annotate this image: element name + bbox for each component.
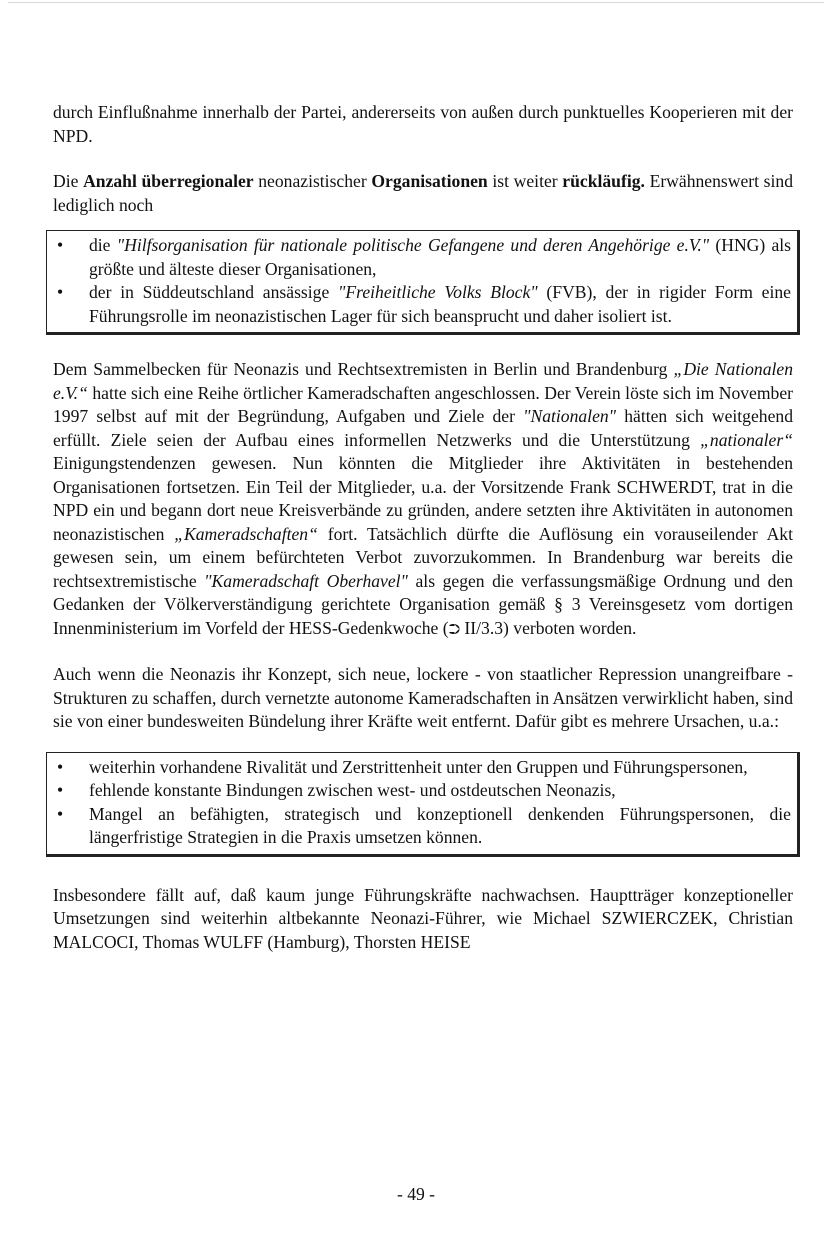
text-run: Dem Sammelbecken für Neonazis und Rechtsextremisten in Berlin und Brandenburg <box>53 359 674 379</box>
text-run: II/3.3) verboten worden. <box>460 617 637 638</box>
text-run: hätten sich weitgehend erfüllt. Ziele seien der Aufbau eines informellen Netzwerks und die Unterstützung <box>53 406 793 450</box>
text-run: (FVB), der in rigider Form eine Führungsrolle im neonazistischen Lager für sich beansprucht und daher isoliert ist. <box>89 282 791 326</box>
text-run: als gegen die verfassungsmäßige Ordnung und den Gedanken der Völkerverständigung gerichtete Organisation gemäß § 3 Vereinsgesetz vom dortigen Innenministerium im Vorfeld der HESS-Gedenkwoche ( <box>53 570 793 638</box>
list-item: • fehlende konstante Bindungen zwischen west- und ostdeutschen Neonazis, <box>53 779 791 803</box>
italic-run: "Nationalen" <box>523 406 617 426</box>
list-item: • weiterhin vorhandene Rivalität und Zerstrittenheit unter den Gruppen und Führungspersonen, <box>53 756 791 780</box>
bold-run: Organisationen <box>371 171 488 191</box>
text-run: neonazistischer <box>253 171 372 191</box>
organisations-box <box>46 230 800 335</box>
list-item: • Mangel an befähigten, strategisch und konzeptionell denkenden Führungspersonen, die längerfristige Strategien in die Praxis umsetzen können. <box>53 803 791 850</box>
list-item <box>53 234 791 281</box>
italic-run: „nationaler“ <box>700 429 793 450</box>
page-top-rule <box>8 2 824 3</box>
paragraph-3 <box>53 358 793 641</box>
text-run: hatte sich eine Reihe örtlicher Kameradschaften angeschlossen. Der Verein löste sich im November 1997 selbst auf mit der Begründung, Aufgaben und Ziele der <box>53 382 793 426</box>
text-run: Erwähnenswert sind lediglich noch <box>53 171 793 215</box>
text-run: (HNG) als größte und älteste dieser Organisationen, <box>89 235 791 279</box>
bold-run: rückläufig. <box>562 171 645 191</box>
list-item <box>53 281 791 328</box>
text-run: der in Süddeutschland ansässige <box>89 282 339 302</box>
text-run: Die <box>53 171 84 191</box>
italic-run: „Kameradschaften“ <box>174 523 318 544</box>
paragraph-4: Auch wenn die Neonazis ihr Konzept, sich neue, lockere - von staatlicher Repression unangreifbare - Strukturen zu schaffen, durch vernetzte autonome Kameradschaften in Ansätzen verwirklicht haben, sind sie von einer bundesweiten Bündelung ihrer Kräfte weit entfernt. Dafür gibt es mehrere Ursachen, u.a.: <box>53 664 793 731</box>
document-page <box>53 101 793 954</box>
paragraph-5: Insbesondere fällt auf, daß kaum junge Führungskräfte nachwachsen. Hauptträger konzeptioneller Umsetzungen sind weiterhin altbekannte Neonazi-Führer, wie Michael SZWIERCZEK, Christian MALCOCI, Thomas WULFF (Hamburg), Thorsten HEISE <box>53 884 793 952</box>
italic-run: "Kameradschaft Oberhavel" <box>204 570 408 591</box>
text-run: fort. Tatsächlich dürfte die Auflösung ein vorauseilender Akt gewesen sein, um einem befürchteten Verbot zuvorzukommen. In Brandenburg war bereits die rechtsextremistische <box>53 523 793 591</box>
page-number: - 49 - <box>396 1184 436 1204</box>
cross-reference-arrow-icon: ⮊ <box>448 619 461 638</box>
italic-run: "Freiheitliche Volks Block" <box>338 282 538 302</box>
text-run: die <box>89 235 117 255</box>
italic-run: "Hilfsorganisation für nationale politische Gefangene und deren Angehörige e.V." <box>116 235 710 255</box>
text-run: ist weiter <box>487 171 563 191</box>
paragraph-2 <box>53 170 793 217</box>
bold-run: Anzahl überregionaler <box>83 171 254 191</box>
italic-run: „Die Nationalen e.V.“ <box>53 359 794 403</box>
paragraph-1: durch Einflußnahme innerhalb der Partei, andererseits von außen durch punktuelles Kooperieren mit der NPD. <box>53 102 793 146</box>
text-run: Einigungstendenzen gewesen. Nun könnten die Mitglieder ihre Aktivitäten in bestehenden Organisationen fortsetzen. Ein Teil der Mitglieder, u.a. der Vorsitzende Frank SCHWERDT, trat in die NPD ein und begann dort neue Kreisverbände zu gründen, andere setzten ihre Aktivitäten in autonomen neonazistischen <box>53 453 793 544</box>
causes-box <box>46 752 800 857</box>
